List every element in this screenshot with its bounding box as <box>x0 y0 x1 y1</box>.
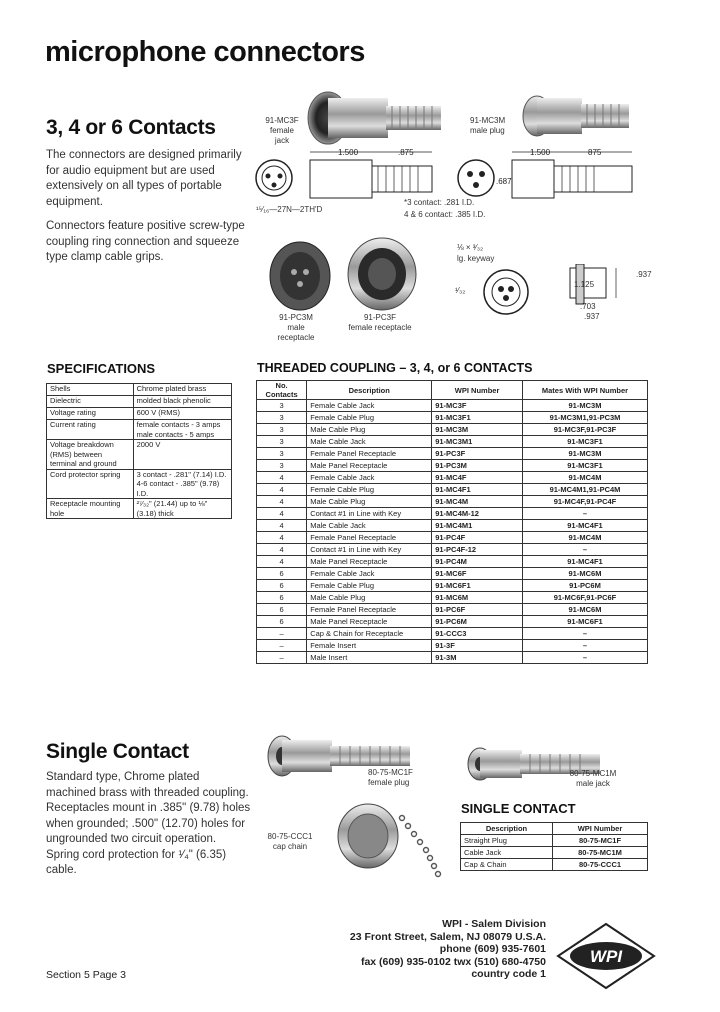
table-row <box>461 835 648 847</box>
table-row <box>257 532 648 544</box>
mc3m-code: 91-MC3M <box>470 116 506 125</box>
threaded-cell: 91-MC4F1 <box>522 520 647 532</box>
table-row <box>257 556 648 568</box>
threaded-cell: 91-MC4M1,91-PC4M <box>522 484 647 496</box>
table-row <box>257 568 648 580</box>
threaded-cell: 3 <box>257 412 307 424</box>
table-row <box>257 496 648 508</box>
single-table-heading: SINGLE CONTACT <box>461 801 576 816</box>
mc1m-caption <box>562 769 624 789</box>
single-header-cell: WPI Number <box>552 823 647 835</box>
threaded-cell: 91-MC4M <box>522 472 647 484</box>
threaded-cell: 91-MC6M <box>522 568 647 580</box>
single-header-cell: Description <box>461 823 553 835</box>
mc3f-caption <box>262 116 302 146</box>
ccc1-photo <box>330 788 460 888</box>
single-para: Standard type, Chrome plated machined brass with threaded coupling. Receptacles mount in .385" (9.78) holes when grounded; .500" (12.70) holes for ungrounded two circuit operation. Spring cord protection for ¹⁄₄" (6.35) cable. <box>46 771 251 876</box>
threaded-cell: 91-PC6M <box>522 580 647 592</box>
threaded-cell: 6 <box>257 604 307 616</box>
threaded-cell: 91-PC4M <box>432 556 523 568</box>
table-row <box>257 520 648 532</box>
mc3f-desc: female jack <box>269 126 294 145</box>
threaded-cell: – <box>257 640 307 652</box>
table-row <box>257 460 648 472</box>
threaded-cell: 3 <box>257 436 307 448</box>
threaded-cell: 91-MC4F <box>432 472 523 484</box>
dim-703-label: .703 <box>580 302 596 311</box>
single-heading: Single Contact <box>46 740 189 763</box>
keyway-label: lg. keyway <box>457 254 495 263</box>
threaded-cell: 91-MC6M <box>432 592 523 604</box>
threaded-cell: 91-MC4M <box>432 496 523 508</box>
threaded-cell: Male Panel Receptacle <box>307 616 432 628</box>
single-table <box>460 822 648 871</box>
dim-937a-label: .937 <box>636 270 652 279</box>
threaded-header-cell: No. Contacts <box>257 381 307 400</box>
single-cell: 80-75-MC1M <box>552 847 647 859</box>
threaded-cell: Female Cable Jack <box>307 472 432 484</box>
specs-row <box>47 408 232 420</box>
threaded-cell: – <box>522 640 647 652</box>
table-row <box>257 508 648 520</box>
pc3m-desc: male receptacle <box>277 323 315 342</box>
specs-label-cell: Receptacle mounting hole <box>47 499 134 519</box>
threaded-cell: 4 <box>257 472 307 484</box>
dim-frac-label: ¹⁄₃₂ <box>455 286 466 295</box>
mc1m-code: 80-75-MC1M <box>569 769 617 778</box>
threaded-cell: Contact #1 in Line with Key <box>307 508 432 520</box>
threaded-cell: 3 <box>257 448 307 460</box>
threaded-cell: 91-MC3F <box>432 400 523 412</box>
footer-fax: fax (609) 935-0102 twx (510) 680-4750 <box>360 955 546 968</box>
threaded-cell: 4 <box>257 508 307 520</box>
threaded-cell: 4 <box>257 544 307 556</box>
single-cell: Cap & Chain <box>461 859 553 871</box>
specs-row <box>47 420 232 440</box>
threaded-cell: 91-MC4M <box>522 532 647 544</box>
threaded-header-cell: Description <box>307 381 432 400</box>
specs-label-cell: Current rating <box>47 420 134 440</box>
threaded-cell: 4 <box>257 520 307 532</box>
threaded-header-cell: WPI Number <box>432 381 523 400</box>
threaded-cell: – <box>522 652 647 664</box>
footer-address <box>300 918 546 981</box>
threaded-cell: Cap & Chain for Receptacle <box>307 628 432 640</box>
mc1f-desc: female plug <box>368 778 410 787</box>
mc1m-desc: male jack <box>576 779 610 788</box>
table-row <box>257 628 648 640</box>
threaded-cell: 91-MC3M1 <box>432 436 523 448</box>
threaded-cell: 6 <box>257 580 307 592</box>
threaded-cell: 4 <box>257 532 307 544</box>
threaded-cell: 4 <box>257 484 307 496</box>
threaded-cell: 91-MC3F1 <box>432 412 523 424</box>
threaded-cell: Female Insert <box>307 640 432 652</box>
table-row <box>257 400 648 412</box>
table-row <box>257 424 648 436</box>
contacts-para-2: Connectors feature positive screw-type coupling ring connection and squeeze type clamp cable grips. <box>46 220 245 263</box>
specs-row <box>47 384 232 396</box>
threaded-cell: Male Cable Plug <box>307 496 432 508</box>
threaded-cell: Female Cable Jack <box>307 400 432 412</box>
threaded-cell: Female Cable Plug <box>307 484 432 496</box>
dim-1125-label: 1.125 <box>574 280 595 289</box>
mc1f-caption <box>368 768 424 788</box>
single-cell: Straight Plug <box>461 835 553 847</box>
table-row <box>257 580 648 592</box>
contact46-label: 4 & 6 contact: .385 I.D. <box>404 210 486 219</box>
specs-row <box>47 469 232 499</box>
threaded-cell: 91-MC4F1 <box>522 556 647 568</box>
table-row <box>257 472 648 484</box>
mc1f-code: 80-75-MC1F <box>368 768 413 777</box>
ccc1-desc: cap chain <box>272 842 308 851</box>
wpi-logo-text: WPI <box>589 947 623 966</box>
threaded-cell: Female Cable Plug <box>307 580 432 592</box>
threaded-cell: 91-MC6F1 <box>522 616 647 628</box>
dim-1500-label: 1.500 <box>338 148 359 157</box>
threaded-cell: 91-3F <box>432 640 523 652</box>
threaded-cell: 91-MC3M <box>522 448 647 460</box>
threaded-cell: Male Cable Plug <box>307 592 432 604</box>
dim-875b-label: 875 <box>588 148 602 157</box>
threaded-cell: – <box>522 544 647 556</box>
footer-company: WPI - Salem Division <box>442 918 546 930</box>
mc3f-code: 91-MC3F <box>265 116 299 125</box>
threaded-cell: 91-PC6M <box>432 616 523 628</box>
threaded-cell: 91-3M <box>432 652 523 664</box>
threaded-cell: – <box>257 628 307 640</box>
specs-row <box>47 396 232 408</box>
threaded-cell: – <box>257 652 307 664</box>
table-row <box>257 484 648 496</box>
single-cell: 80-75-MC1F <box>552 835 647 847</box>
specs-value-cell: molded black phenolic <box>133 396 231 408</box>
page-title: microphone connectors <box>45 36 365 68</box>
threaded-cell: 4 <box>257 496 307 508</box>
threaded-cell: Male Cable Jack <box>307 436 432 448</box>
table-row <box>257 544 648 556</box>
threaded-cell: Female Panel Receptacle <box>307 604 432 616</box>
threaded-cell: 91-PC3M <box>432 460 523 472</box>
specs-label-cell: Cord protector spring <box>47 469 134 499</box>
threaded-cell: 91-MC4F1 <box>432 484 523 496</box>
threaded-cell: – <box>522 508 647 520</box>
wpi-logo <box>556 922 656 990</box>
table-row <box>257 604 648 616</box>
threaded-cell: 91-MC4F,91-PC4F <box>522 496 647 508</box>
table-row <box>257 652 648 664</box>
contact3-label: *3 contact: .281 I.D. <box>404 198 475 207</box>
specs-row <box>47 499 232 519</box>
threaded-heading: THREADED COUPLING – 3, 4, or 6 CONTACTS <box>257 361 533 375</box>
thread-label: ¹⁵⁄₁₆—27N—2TH'D <box>256 205 323 214</box>
threaded-cell: Male Insert <box>307 652 432 664</box>
pc3f-caption <box>340 313 420 333</box>
threaded-cell: Male Panel Receptacle <box>307 460 432 472</box>
threaded-cell: Contact #1 in Line with Key <box>307 544 432 556</box>
specs-label-cell: Voltage rating <box>47 408 134 420</box>
contacts-para-1: The connectors are designed primarily for audio equipment but are used extensively on all types of portable equipment. <box>46 149 242 208</box>
threaded-cell: 91-MC3M1,91-PC3M <box>522 412 647 424</box>
single-cell: 80-75-CCC1 <box>552 859 647 871</box>
threaded-cell: 91-MC3M <box>432 424 523 436</box>
threaded-cell: 91-CCC3 <box>432 628 523 640</box>
table-row <box>257 448 648 460</box>
threaded-cell: 6 <box>257 592 307 604</box>
specs-value-cell: 2000 V <box>133 440 231 470</box>
table-row <box>257 592 648 604</box>
single-cell: Cable Jack <box>461 847 553 859</box>
threaded-cell: 3 <box>257 460 307 472</box>
threaded-header-cell: Mates With WPI Number <box>522 381 647 400</box>
threaded-cell: 91-MC3F,91-PC3F <box>522 424 647 436</box>
threaded-cell: 91-MC4M1 <box>432 520 523 532</box>
table-row <box>257 640 648 652</box>
threaded-cell: 3 <box>257 424 307 436</box>
specs-heading: SPECIFICATIONS <box>47 361 156 376</box>
mc3m-caption <box>470 116 514 136</box>
specs-label-cell: Voltage breakdown (RMS) between terminal and ground <box>47 440 134 470</box>
threaded-cell: – <box>522 628 647 640</box>
pc3f-code: 91-PC3F <box>363 313 396 322</box>
threaded-cell: 4 <box>257 556 307 568</box>
threaded-cell: 91-PC6F <box>432 604 523 616</box>
threaded-cell: 91-MC6F1 <box>432 580 523 592</box>
threaded-cell: 3 <box>257 400 307 412</box>
pc3m-caption <box>268 313 324 343</box>
ccc1-caption <box>262 832 318 852</box>
specs-value-cell: ²⁷⁄₃₂" (21.44) up to ⅛" (3.18) thick <box>133 499 231 519</box>
threaded-cell: Male Cable Plug <box>307 424 432 436</box>
threaded-cell: 91-MC6F,91-PC6F <box>522 592 647 604</box>
threaded-cell: 6 <box>257 568 307 580</box>
specs-value-cell: Chrome plated brass <box>133 384 231 396</box>
specs-row <box>47 440 232 470</box>
specs-value-cell: 3 contact - .281" (7.14) I.D. 4-6 contact - .385" (9.78) I.D. <box>133 469 231 499</box>
threaded-cell: Female Panel Receptacle <box>307 448 432 460</box>
threaded-cell: 91-PC4F <box>432 532 523 544</box>
dim-687-label: .687 <box>496 177 512 186</box>
pc3m-code: 91-PC3M <box>279 313 313 322</box>
table-row <box>461 847 648 859</box>
table-row <box>257 616 648 628</box>
table-row <box>257 436 648 448</box>
threaded-cell: Female Cable Jack <box>307 568 432 580</box>
receptacle-photos <box>262 232 432 312</box>
table-row <box>461 859 648 871</box>
mc3m-desc: male plug <box>470 126 505 135</box>
section-page: Section 5 Page 3 <box>46 969 126 981</box>
threaded-cell: Male Cable Jack <box>307 520 432 532</box>
threaded-cell: 91-MC3F1 <box>522 460 647 472</box>
footer-country: country code 1 <box>471 968 546 980</box>
threaded-cell: 91-MC3F1 <box>522 436 647 448</box>
table-row <box>257 412 648 424</box>
dim-1500b-label: 1.500 <box>530 148 551 157</box>
footer-street: 23 Front Street, Salem, NJ 08079 U.S.A. <box>349 930 546 943</box>
threaded-cell: 6 <box>257 616 307 628</box>
mc3m-drawing <box>448 146 638 216</box>
specs-label-cell: Dielectric <box>47 396 134 408</box>
dim-937b-label: .937 <box>584 312 600 321</box>
threaded-table <box>256 380 648 664</box>
specs-label-cell: Shells <box>47 384 134 396</box>
pc3f-desc: female receptacle <box>348 323 412 332</box>
dim-875-label: .875 <box>398 148 414 157</box>
receptacle-drawing <box>476 264 646 324</box>
specs-value-cell: female contacts - 3 amps male contacts - 5 amps <box>133 420 231 440</box>
threaded-cell: 91-PC3F <box>432 448 523 460</box>
threaded-cell: Female Cable Plug <box>307 412 432 424</box>
threaded-cell: 91-MC6F <box>432 568 523 580</box>
threaded-cell: Male Panel Receptacle <box>307 556 432 568</box>
threaded-cell: 91-MC3M <box>522 400 647 412</box>
contacts-heading: 3, 4 or 6 Contacts <box>46 116 216 139</box>
mc3f-photo <box>300 88 450 148</box>
threaded-cell: 91-PC4F-12 <box>432 544 523 556</box>
footer-phone: phone (609) 935-7601 <box>439 943 546 955</box>
specs-value-cell: 600 V (RMS) <box>133 408 231 420</box>
ccc1-code: 80-75-CCC1 <box>267 832 313 841</box>
specs-table <box>46 383 232 519</box>
threaded-cell: Female Panel Receptacle <box>307 532 432 544</box>
threaded-cell: 91-MC4M-12 <box>432 508 523 520</box>
mc3m-photo <box>515 88 635 143</box>
keyway-size: ⅛ × ³⁄₃₂ <box>457 243 484 252</box>
threaded-cell: 91-MC6M <box>522 604 647 616</box>
